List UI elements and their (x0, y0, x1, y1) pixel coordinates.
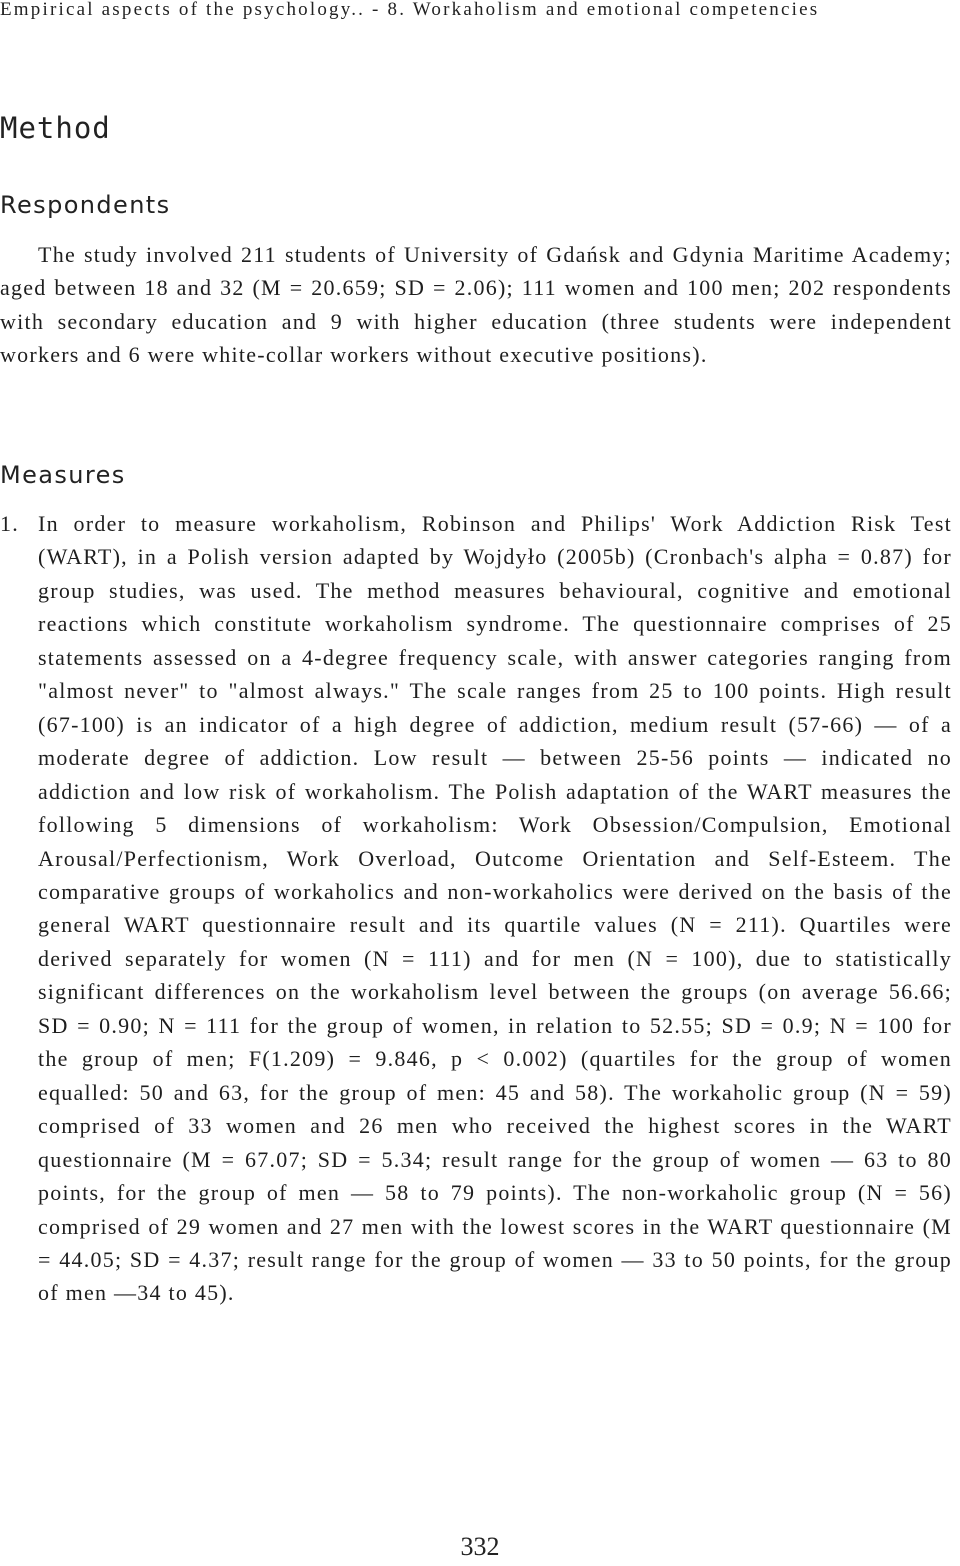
running-header: Empirical aspects of the psychology.. - 8. Workaholism and emotional competencies (0, 0, 820, 20)
measures-heading: Measures (0, 461, 126, 489)
respondents-paragraph: The study involved 211 students of University of Gdańsk and Gdynia Maritime Academy; aged between 18 and 32 (M = 20.659; SD = 2.06); 111 women and 100 men; 202 respondents with secondary education and 9 with higher education (three students were independent workers and 6 were white-collar workers without executive positions). (0, 242, 952, 368)
measures-paragraph (0, 507, 952, 1310)
section-title: Method (0, 111, 111, 145)
page-number: 332 (460, 1532, 500, 1561)
measures-item-number: 1. (0, 511, 19, 536)
measures-item-text: In order to measure workaholism, Robinson and Philips' Work Addiction Risk Test (WART), in a Polish version adapted by Wojdyło (2005b) (Cronbach's alpha = 0.87) for group studies, was used. The method measures behavioural, cognitive and emotional reactions which constitute workaholism syndrome. The questionnaire comprises of 25 statements assessed on a 4-degree frequency scale, with answer categories ranging from "almost never" to "almost always." The scale ranges from 25 to 100 points. High result (67-100) is an indicator of a high degree of addiction, medium result (57-66) — of a moderate degree of addiction. Low result — between 25-56 points — indicated no addiction and low risk of workaholism. The Polish adaptation of the WART measures the following 5 dimensions of workaholism: Work Obsession/Compulsion, Emotional Arousal/Perfectionism, Work Overload, Outcome Orientation and Self-Esteem. The comparative groups of workaholics and non-workaholics were derived on the basis of the general WART questionnaire result and its quartile values (N = 211). Quartiles were derived separately for women (N = 111) and for men (N = 100), due to statistically significant differences on the workaholism level between the groups (on average 56.66; SD = 0.90; N = 111 for the group of women, in relation to 52.55; SD = 0.9; N = 100 for the group of men; F(1.209) = 9.846, p < 0.002) (quartiles for the group of women equalled: 50 and 63, for the group of men: 45 and 58). The workaholic group (N = 59) comprised of 33 women and 26 men who received the highest scores in the WART questionnaire (M = 67.07; SD = 5.34; result range for the group of women — 63 to 80 points, for the group of men — 58 to 79 points). The non-workaholic group (N = 56) comprised of 29 women and 27 men with the lowest scores in the WART questionnaire (M = 44.05; SD = 4.37; result range for the group of women — 33 to 50 points, for the group of men —34 to 45). (38, 511, 952, 1306)
respondents-heading: Respondents (0, 191, 171, 219)
